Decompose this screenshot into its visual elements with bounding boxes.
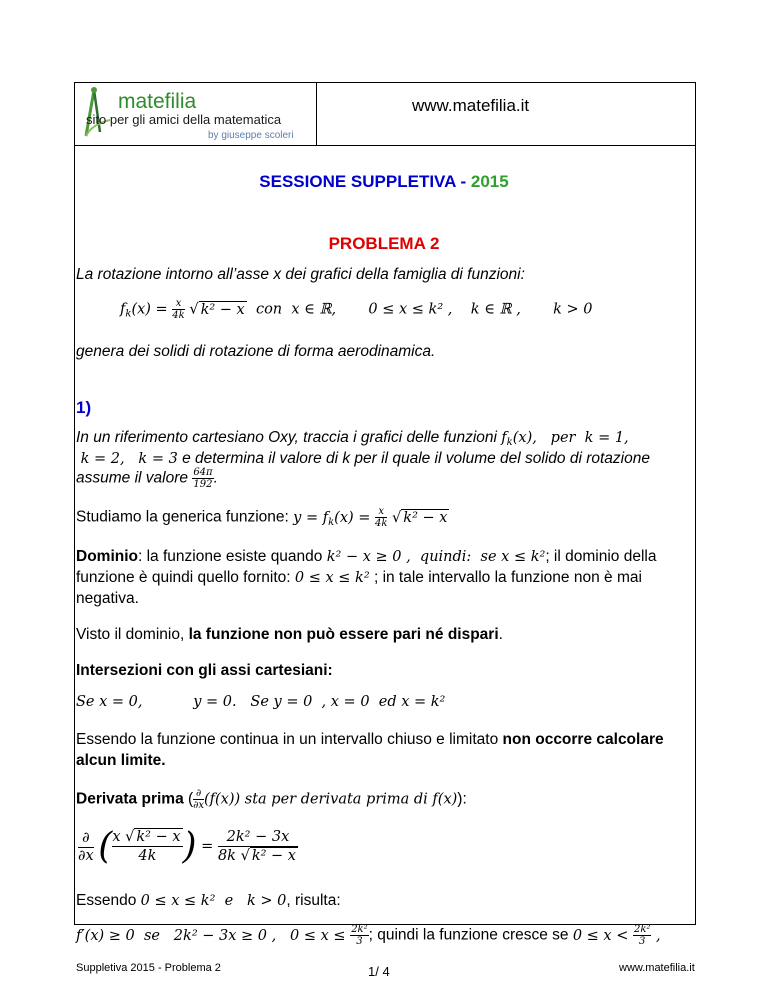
section-heading: 1) [76,398,92,417]
matefilia-logo [80,84,312,144]
page-number: 1/ 4 [368,964,390,979]
continuity-line-1: Essendo la funzione continua in un intervallo chiuso e limitato non occorre calcolare [76,731,664,748]
intersections-heading: Intersezioni con gli assi cartesiani: [76,662,333,679]
header-divider [74,145,696,146]
derivative-formula: ∂ ∂x (x √ k² − x 4k ) = 2k² − 3x 8k √ k² − x [78,826,296,867]
question-line-2: k = 2, k = 3 e determina il valore di k per il quale il volume del solido di rotazione [76,450,650,467]
problem-title: PROBLEMA 2 [328,234,440,253]
logo-author: by giuseppe scoleri [208,130,294,141]
essendo-line: Essendo 0 ≤ x ≤ k² e k > 0, risulta: [76,892,341,909]
growth-line: f′(x) ≥ 0 se 2k² − 3x ≥ 0 , 0 ≤ x ≤ $\frac{\text{2k²}}{3}$ ; quindi la funzione cresce se 0 ≤ x < $\frac{\text{2k²}}{3}$ , [76,924,661,947]
footer-left: Suppletiva 2015 - Problema 2 [76,962,221,974]
logo-title: matefilia [118,90,197,113]
footer-right: www.matefilia.it [619,962,695,974]
intro-line: La rotazione intorno all’asse x dei grafici della famiglia di funzioni: [76,266,525,283]
continuity-line-2: alcun limite. [76,752,166,769]
header-vertical-divider [316,82,317,146]
question-line-1: In un riferimento cartesiano Oxy, traccia i grafici delle funzioni $f_k(x)$, per k = 1, [76,429,629,448]
intersections-values: Se x = 0, y = 0. Se y = 0 , x = 0 ed x = k² [76,694,446,710]
dominio-line-1: Dominio: la funzione esiste quando k² − x ≥ 0 , quindi: se x ≤ k²; il dominio della [76,548,657,565]
logo-subtitle: sito per gli amici della matematica [86,112,282,127]
header-site-url: www.matefilia.it [412,96,530,115]
function-definition: $f_k(x)$ = $\frac{x}{4k}$ √ k² − x con x ∈ ℝ, 0 ≤ x ≤ k² , k ∈ ℝ , k > 0 [120,298,593,321]
session-title: SESSIONE SUPPLETIVA - 2015 [259,172,509,191]
dominio-line-3: negativa. [76,590,139,607]
dominio-line-2: funzione è quindi quello fornito: 0 ≤ x ≤ k² ; in tale intervallo la funzione non è mai [76,569,642,586]
derivative-heading: Derivata prima ( $\frac{\partial}{\partial x}$ (f(x)) sta per derivata prima di f(x)): [76,788,467,811]
parity-line: Visto il dominio, la funzione non può essere pari né dispari. [76,626,503,643]
study-line: Studiamo la generica funzione: $y = f_k(x)$ = $\frac{x}{4k}$ √ k² − x [76,506,448,529]
question-line-3: assume il valore $\frac{64\pi}{192}$ . [76,467,218,490]
intro-line-2: genera dei solidi di rotazione di forma aerodinamica. [76,343,436,360]
